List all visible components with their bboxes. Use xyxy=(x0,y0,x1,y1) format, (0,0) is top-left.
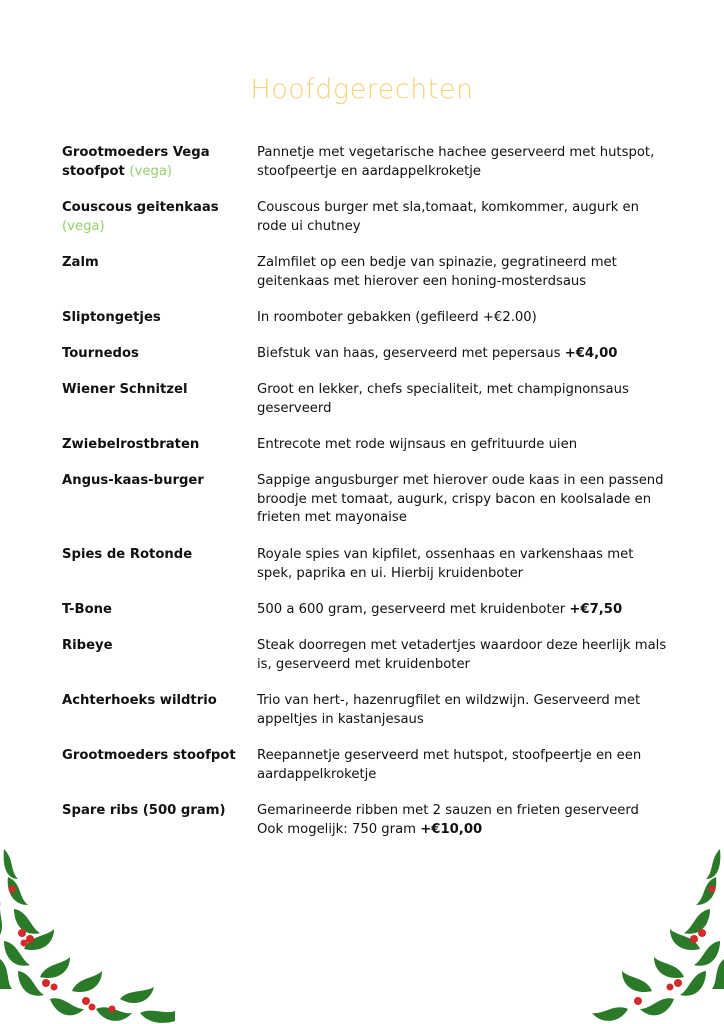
dish-description: Entrecote met rode wijnsaus en gefrituurde uien xyxy=(257,437,578,452)
dish-name: Achterhoeks wildtrio xyxy=(62,693,217,708)
menu-item xyxy=(62,309,672,345)
vega-tag: (vega) xyxy=(129,163,173,179)
dish-name: Wiener Schnitzel xyxy=(62,382,188,397)
vega-tag: (vega) xyxy=(62,218,105,234)
menu-item xyxy=(62,381,672,436)
dish-description: Trio van hert-, hazenrugfilet en wildzwijn. Geserveerd met appeltjes in kastanjesaus xyxy=(257,693,641,727)
menu-item xyxy=(62,601,672,637)
dish-description: Sappige angusburger met hierover oude kaas in een passend broodje met tomaat, augurk, crispy bacon en koolsalade en frieten met mayonaise xyxy=(257,473,664,525)
dish-description: Couscous burger met sla,tomaat, komkommer, augurk en rode ui chutney xyxy=(257,200,640,234)
dish-name: Grootmoeders stoofpot xyxy=(62,748,236,763)
dish-description: 500 a 600 gram, geserveerd met kruidenboter +€7,50 xyxy=(257,602,623,617)
holly-decoration-right xyxy=(549,849,724,1024)
dish-name: Angus-kaas-burger xyxy=(62,473,204,488)
menu-item xyxy=(62,546,672,601)
dish-description: Steak doorregen met vetadertjes waardoor deze heerlijk mals is, geserveerd met kruidenboter xyxy=(257,638,667,672)
menu-list xyxy=(62,144,672,842)
dish-name: Ribeye xyxy=(62,638,113,653)
menu-item xyxy=(62,692,672,747)
menu-item xyxy=(62,802,672,842)
menu-item xyxy=(62,199,672,254)
menu-item xyxy=(62,436,672,472)
dish-description: Gemarineerde ribben met 2 sauzen en frieten geserveerd Ook mogelijk: 750 gram +€10,00 xyxy=(257,803,639,837)
dish-name: T-Bone xyxy=(62,602,112,617)
dish-description: Zalmfilet op een bedje van spinazie, gegratineerd met geitenkaas met hierover een honing-mosterdsaus xyxy=(257,255,617,289)
dish-name: Tournedos xyxy=(62,346,139,361)
dish-name: Spies de Rotonde xyxy=(62,547,193,562)
dish-description: Biefstuk van haas, geserveerd met pepersaus +€4,00 xyxy=(257,346,618,361)
price-supplement: +€10,00 xyxy=(420,821,483,837)
dish-name: Zalm xyxy=(62,255,99,270)
price-supplement: +€7,50 xyxy=(569,602,623,617)
holly-decoration-left xyxy=(0,849,175,1024)
menu-item xyxy=(62,144,672,199)
dish-description: Groot en lekker, chefs specialiteit, met champignonsaus geserveerd xyxy=(257,382,629,416)
dish-description: Royale spies van kipfilet, ossenhaas en varkenshaas met spek, paprika en ui. Hierbij kruidenboter xyxy=(257,547,634,581)
dish-name: Zwiebelrostbraten xyxy=(62,437,200,452)
menu-item xyxy=(62,254,672,309)
dish-name: Grootmoeders Vega stoofpot (vega) xyxy=(62,145,210,179)
menu-item xyxy=(62,637,672,692)
page-title: Hoofdgerechten xyxy=(250,74,474,105)
dish-description: Pannetje met vegetarische hachee geserveerd met hutspot, stoofpeertje en aardappelkroketje xyxy=(257,145,655,179)
dish-description: In roomboter gebakken (gefileerd +€2.00) xyxy=(257,310,537,325)
dish-name: Spare ribs (500 gram) xyxy=(62,803,226,818)
dish-description: Reepannetje geserveerd met hutspot, stoofpeertje en een aardappelkroketje xyxy=(257,748,642,782)
menu-item xyxy=(62,345,672,381)
dish-name: Sliptongetjes xyxy=(62,310,161,325)
dish-name: Couscous geitenkaas (vega) xyxy=(62,200,219,234)
menu-item xyxy=(62,472,672,546)
price-supplement: +€4,00 xyxy=(564,346,618,361)
menu-item xyxy=(62,747,672,802)
